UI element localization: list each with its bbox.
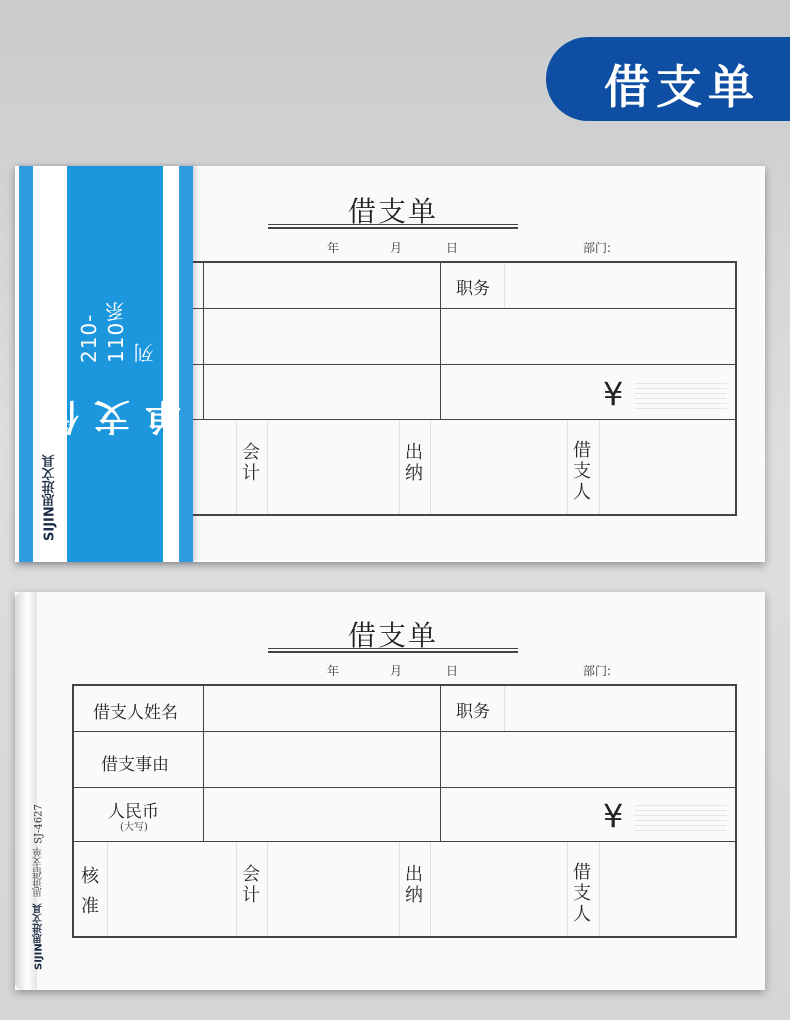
table-border-right <box>735 261 737 516</box>
faint-divider <box>267 420 268 514</box>
faint-divider <box>430 420 431 514</box>
row-divider <box>72 731 737 732</box>
position-label: 职务 <box>456 702 490 722</box>
side-print <box>30 760 48 970</box>
side-print-text: 思进借支单 SJ-4627 <box>33 804 45 898</box>
brand-logo <box>39 441 61 541</box>
column-divider <box>440 261 441 419</box>
table-border-bottom <box>190 514 737 516</box>
position-label: 职务 <box>456 279 490 299</box>
table-border-bottom <box>72 936 737 938</box>
column-divider <box>203 261 204 419</box>
title-underline <box>268 224 518 229</box>
amount-field[interactable] <box>635 379 727 409</box>
column-divider <box>203 684 204 841</box>
table-border-top <box>190 261 737 263</box>
faint-divider <box>567 842 568 936</box>
title-banner <box>546 37 790 121</box>
row-divider <box>72 841 737 842</box>
faint-divider <box>599 420 600 514</box>
department-label: 部门: <box>583 241 612 255</box>
booklet-cover-view <box>15 166 765 562</box>
booklet-open-page <box>15 592 765 990</box>
day-label: 日 <box>446 241 459 255</box>
month-label: 月 <box>390 241 403 255</box>
faint-divider <box>504 686 505 731</box>
yen-symbol: ¥ <box>603 375 624 413</box>
approve-label: 核准 <box>81 866 99 917</box>
cover-title-text: 借支单 <box>43 394 187 436</box>
cover-stripe <box>19 166 33 562</box>
table-border-top <box>72 684 737 686</box>
column-divider <box>440 684 441 841</box>
month-label: 月 <box>390 664 403 678</box>
cover-title <box>43 286 187 436</box>
row-divider <box>190 419 737 420</box>
title-underline <box>268 648 518 653</box>
brand-logo-text: SIJIN思进文具 <box>42 454 58 541</box>
side-print-logo: SIJIN思进文具 <box>33 903 45 970</box>
year-label: 年 <box>327 664 340 678</box>
faint-divider <box>236 420 237 514</box>
table-border-left <box>72 684 74 938</box>
date-row <box>15 662 765 678</box>
faint-divider <box>107 842 108 936</box>
faint-divider <box>399 842 400 936</box>
amount-field[interactable] <box>635 801 727 831</box>
faint-divider <box>599 842 600 936</box>
cashier-label: 出纳 <box>405 442 423 484</box>
borrower-label: 借支人 <box>573 862 591 925</box>
faint-divider <box>567 420 568 514</box>
reason-label: 借支事由 <box>101 755 169 775</box>
accounting-label: 会计 <box>242 864 260 906</box>
borrower-label: 借支人 <box>573 440 591 503</box>
faint-divider <box>430 842 431 936</box>
faint-divider <box>267 842 268 936</box>
faint-divider <box>236 842 237 936</box>
faint-divider <box>504 263 505 308</box>
table-border-right <box>735 684 737 938</box>
day-label: 日 <box>446 664 459 678</box>
banner-label: 借支单 <box>604 60 760 114</box>
row-divider <box>72 787 737 788</box>
faint-divider <box>399 420 400 514</box>
cover-series: 210-110系列 <box>77 300 157 363</box>
form-title: 借支单 <box>348 619 439 652</box>
rmb-note: (大写) <box>120 822 148 833</box>
row-divider <box>190 364 737 365</box>
department-label: 部门: <box>583 664 612 678</box>
yen-symbol: ¥ <box>603 797 624 835</box>
accounting-label: 会计 <box>242 442 260 484</box>
row-divider <box>190 308 737 309</box>
rmb-label: 人民币 <box>108 802 159 822</box>
cashier-label: 出纳 <box>405 864 423 906</box>
form-title: 借支单 <box>348 195 439 228</box>
booklet-cover <box>15 166 193 562</box>
year-label: 年 <box>327 241 340 255</box>
borrower-name-label: 借支人姓名 <box>93 703 178 723</box>
